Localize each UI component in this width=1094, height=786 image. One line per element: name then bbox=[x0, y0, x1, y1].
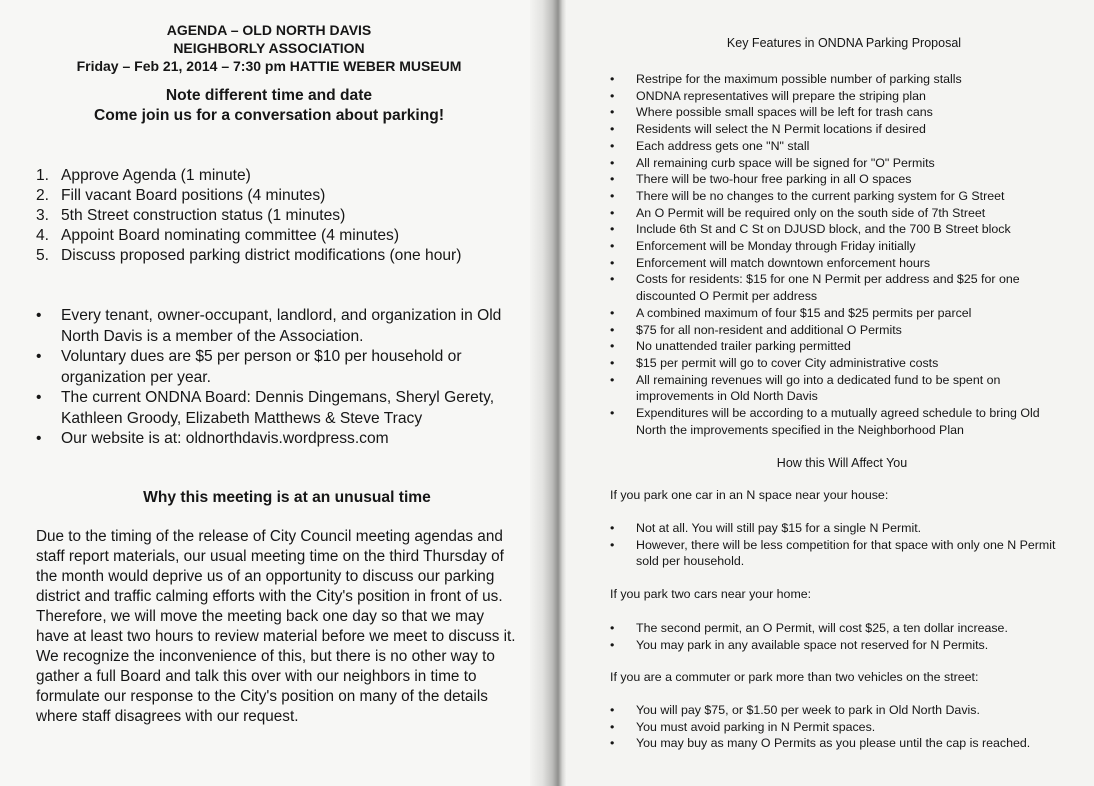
bullet-icon: • bbox=[610, 305, 615, 320]
bullet-icon: • bbox=[610, 637, 615, 652]
agenda-item bbox=[36, 226, 461, 246]
feature-text: There will be no changes to the current parking system for G Street bbox=[636, 188, 1005, 203]
bullet-icon: • bbox=[610, 138, 615, 153]
feature-item bbox=[610, 405, 1070, 438]
effect-title: How this Will Affect You bbox=[776, 456, 908, 470]
bullet-icon: • bbox=[610, 172, 615, 187]
feature-text: Each address gets one "N" stall bbox=[636, 138, 810, 153]
agenda-header bbox=[20, 21, 518, 75]
info-text: The current ONDNA Board: Dennis Dingemans, Sheryl Gerety, Kathleen Groody, Elizabeth Matthews & Steve Tracy bbox=[61, 389, 495, 427]
feature-text: There will be two-hour free parking in all O spaces bbox=[636, 172, 912, 187]
case-item bbox=[610, 537, 1066, 570]
info-item bbox=[36, 388, 516, 429]
feature-text: Residents will select the N Permit locations if desired bbox=[636, 122, 926, 137]
case-text: You will pay $75, or $1.50 per week to park in Old North Davis. bbox=[636, 703, 980, 717]
bullet-icon: • bbox=[610, 537, 615, 552]
bullet-icon: • bbox=[36, 430, 42, 447]
agenda-text: 5th Street construction status (1 minutes) bbox=[61, 207, 346, 224]
why-paragraph: Due to the timing of the release of City Council meeting agendas and staff report materials, our usual meeting time on the third Thursday of the month would deprive us of an opportunity to discuss our parking district and traffic calming efforts with the City's position in front of us. Therefore, we will move the meeting back one day so that we may have at least two hours to review material before we meet to discuss it. We recognize the inconvenience of this, but there is no other way to gather a full Board and talk this over with our neighbors in time to formulate our response to the City's position on many of the details where staff disagrees with our request. bbox=[36, 528, 516, 725]
feature-text: $15 per permit will go to cover City administrative costs bbox=[636, 355, 939, 370]
case-item bbox=[610, 702, 1066, 719]
feature-item bbox=[610, 255, 1070, 272]
agenda-text: Discuss proposed parking district modifications (one hour) bbox=[61, 247, 462, 264]
feature-item bbox=[610, 121, 1070, 138]
bullet-icon: • bbox=[610, 621, 615, 635]
feature-item bbox=[610, 71, 1070, 88]
case-text: However, there will be less competition for that space with only one N Permit sold per household. bbox=[636, 537, 1056, 569]
case-heading: If you park one car in an N space near your house: bbox=[610, 488, 889, 502]
agenda-number: 2. bbox=[36, 187, 50, 204]
bullet-icon: • bbox=[610, 521, 615, 535]
page-gutter bbox=[530, 0, 566, 786]
bullet-icon: • bbox=[610, 272, 615, 287]
bullet-icon: • bbox=[610, 372, 615, 387]
bullet-icon: • bbox=[610, 105, 615, 120]
meeting-note bbox=[20, 86, 518, 126]
bullet-icon: • bbox=[610, 255, 615, 270]
feature-item bbox=[610, 372, 1070, 405]
feature-text: Costs for residents: $15 for one N Permit per address and $25 for one discounted O Permit per address bbox=[636, 272, 1020, 304]
info-text: Voluntary dues are $5 per person or $10 per household or organization per year. bbox=[61, 348, 462, 386]
right-page bbox=[566, 0, 1094, 786]
case-heading: If you are a commuter or park more than two vehicles on the street: bbox=[610, 670, 979, 684]
case-heading: If you park two cars near your home: bbox=[610, 587, 812, 601]
agenda-number: 5. bbox=[36, 247, 50, 264]
header-line-3: Friday – Feb 21, 2014 – 7:30 pm HATTIE WEBER MUSEUM bbox=[76, 58, 462, 74]
case-text: You may buy as many O Permits as you please until the cap is reached. bbox=[636, 736, 1031, 751]
agenda-number: 4. bbox=[36, 227, 50, 244]
feature-item bbox=[610, 355, 1070, 372]
feature-text: A combined maximum of four $15 and $25 permits per parcel bbox=[636, 305, 972, 320]
header-line-1: AGENDA – OLD NORTH DAVIS bbox=[166, 22, 372, 38]
agenda-item bbox=[36, 166, 461, 186]
bullet-icon: • bbox=[610, 122, 615, 137]
info-text: Our website is at: oldnorthdavis.wordpress.com bbox=[61, 430, 389, 447]
feature-text: All remaining curb space will be signed for "O" Permits bbox=[636, 155, 935, 170]
agenda-list bbox=[36, 166, 461, 266]
bullet-icon: • bbox=[610, 239, 615, 254]
feature-item bbox=[610, 221, 1070, 238]
agenda-number: 3. bbox=[36, 207, 50, 224]
feature-item bbox=[610, 188, 1070, 205]
feature-text: Enforcement will be Monday through Friday initially bbox=[636, 239, 916, 254]
bullet-icon: • bbox=[610, 88, 615, 103]
bullet-icon: • bbox=[610, 339, 615, 354]
feature-item bbox=[610, 138, 1070, 155]
bullet-icon: • bbox=[610, 188, 615, 203]
case-list bbox=[610, 520, 1066, 570]
info-item bbox=[36, 347, 516, 388]
case-item bbox=[610, 620, 1066, 637]
bullet-icon: • bbox=[610, 72, 615, 86]
feature-text: Where possible small spaces will be left for trash cans bbox=[636, 105, 933, 120]
feature-item bbox=[610, 322, 1070, 339]
why-heading: Why this meeting is at an unusual time bbox=[143, 489, 431, 506]
case-item bbox=[610, 719, 1066, 736]
agenda-text: Appoint Board nominating committee (4 minutes) bbox=[61, 227, 400, 244]
feature-text: All remaining revenues will go into a dedicated fund to be spent on improvements in Old North Davis bbox=[636, 372, 1001, 404]
feature-item bbox=[610, 155, 1070, 172]
feature-text: An O Permit will be required only on the south side of 7th Street bbox=[636, 205, 986, 220]
case-text: Not at all. You will still pay $15 for a single N Permit. bbox=[636, 521, 922, 535]
case-item bbox=[610, 520, 1066, 537]
agenda-item bbox=[36, 206, 461, 226]
agenda-text: Approve Agenda (1 minute) bbox=[61, 167, 251, 184]
feature-item bbox=[610, 271, 1070, 304]
feature-item bbox=[610, 238, 1070, 255]
bullet-icon: • bbox=[36, 307, 42, 324]
case-item bbox=[610, 735, 1066, 752]
feature-item bbox=[610, 171, 1070, 188]
case-text: You may park in any available space not reserved for N Permits. bbox=[636, 637, 989, 652]
case-item bbox=[610, 637, 1066, 654]
agenda-number: 1. bbox=[36, 167, 50, 184]
case-text: You must avoid parking in N Permit spaces. bbox=[636, 719, 876, 734]
header-line-2: NEIGHBORLY ASSOCIATION bbox=[173, 40, 365, 56]
bullet-icon: • bbox=[36, 389, 42, 406]
bullet-icon: • bbox=[610, 322, 615, 337]
bullet-icon: • bbox=[610, 703, 615, 717]
case-text: The second permit, an O Permit, will cost $25, a ten dollar increase. bbox=[636, 621, 1008, 635]
bullet-icon: • bbox=[610, 719, 615, 734]
feature-item bbox=[610, 305, 1070, 322]
feature-text: Enforcement will match downtown enforcement hours bbox=[636, 255, 931, 270]
bullet-icon: • bbox=[610, 205, 615, 220]
features-list bbox=[610, 71, 1070, 438]
feature-text: Include 6th St and C St on DJUSD block, and the 700 B Street block bbox=[636, 222, 1011, 237]
features-title: Key Features in ONDNA Parking Proposal bbox=[726, 36, 962, 50]
info-text: Every tenant, owner-occupant, landlord, and organization in Old North Davis is a member of the Association. bbox=[61, 307, 502, 345]
note-line-1: Note different time and date bbox=[165, 87, 373, 104]
feature-item bbox=[610, 88, 1070, 105]
agenda-item bbox=[36, 246, 461, 266]
bullet-icon: • bbox=[610, 355, 615, 370]
case-list bbox=[610, 620, 1066, 653]
bullet-icon: • bbox=[610, 155, 615, 170]
bullet-icon: • bbox=[610, 736, 615, 751]
info-item bbox=[36, 429, 516, 450]
feature-text: No unattended trailer parking permitted bbox=[636, 339, 851, 354]
agenda-text: Fill vacant Board positions (4 minutes) bbox=[61, 187, 326, 204]
agenda-item bbox=[36, 186, 461, 206]
bullet-icon: • bbox=[610, 406, 615, 421]
bullet-icon: • bbox=[36, 348, 42, 365]
bullet-icon: • bbox=[610, 222, 615, 237]
feature-text: ONDNA representatives will prepare the striping plan bbox=[636, 88, 926, 103]
feature-text: Restripe for the maximum possible number of parking stalls bbox=[636, 72, 962, 86]
feature-text: Expenditures will be according to a mutually agreed schedule to bring Old North the improvements specified in the Neighborhood Plan bbox=[636, 406, 1040, 437]
info-item bbox=[36, 306, 516, 347]
association-info-list bbox=[36, 306, 516, 450]
feature-item bbox=[610, 338, 1070, 355]
feature-item bbox=[610, 205, 1070, 222]
case-list bbox=[610, 702, 1066, 752]
feature-item bbox=[610, 104, 1070, 121]
left-page bbox=[0, 0, 546, 786]
feature-text: $75 for all non-resident and additional O Permits bbox=[636, 322, 902, 337]
note-line-2: Come join us for a conversation about parking! bbox=[93, 107, 445, 124]
